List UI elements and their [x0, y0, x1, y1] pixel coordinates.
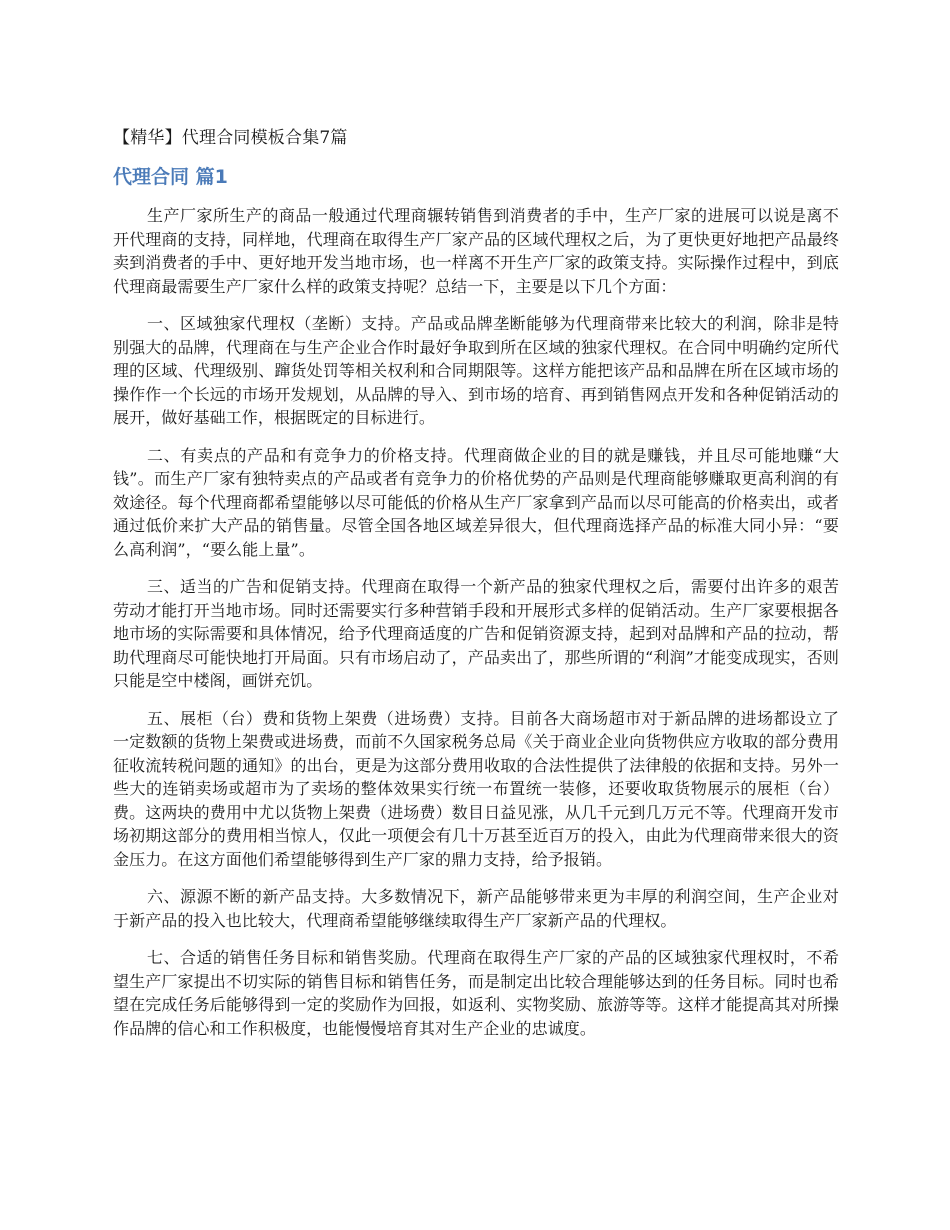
- document-page: [113, 124, 839, 1054]
- paragraph-display-fees: 五、展柜（台）费和货物上架费（进场费）支持。目前各大商场超市对于新品牌的进场都设立了一定数额的货物上架费或进场费，而前不久国家税务总局《关于商业企业向货物供应方收取的部分费用征收流转税问题的通知》的出台，更是为这部分费用收取的合法性提供了法律般的依据和支持。另外一些大的连销卖场或超市为了卖场的整体效果实行统一布置统一装修，还要收取货物展示的展柜（台）费。这两块的费用中尤以货物上架费（进场费）数目日益见涨，从几千元到几万元不等。代理商开发市场初期这部分的费用相当惊人，仅此一项便会有几十万甚至近百万的投入，由此为代理商带来很大的资金压力。在这方面他们希望能够得到生产厂家的鼎力支持，给予报销。: [113, 708, 839, 869]
- paragraph-exclusive-agency: 一、区域独家代理权（垄断）支持。产品或品牌垄断能够为代理商带来比较大的利润，除非是特别强大的品牌，代理商在与生产企业合作时最好争取到所在区域的独家代理权。在合同中明确约定所代理的区域、代理级别、蹿货处罚等相关权利和合同期限等。这样方能把该产品和品牌在所在区域市场的操作作一个长远的市场开发规划，从品牌的导入、到市场的培育、再到销售网点开发和各种促销活动的展开，做好基础工作，根据既定的目标进行。: [113, 314, 839, 427]
- paragraph-sales-targets: 七、合适的销售任务目标和销售奖励。代理商在取得生产厂家的产品的区域独家代理权时，不希望生产厂家提出不切实际的销售目标和销售任务，而是制定出比较合理能够达到的任务目标。同时也希望在完成任务后能够得到一定的奖励作为回报，如返利、实物奖励、旅游等等。这样才能提高其对所操作品牌的信心和工作积极度，也能慢慢培育其对生产企业的忠诚度。: [113, 948, 839, 1038]
- paragraph-product-price: 二、有卖点的产品和有竞争力的价格支持。代理商做企业的目的就是赚钱，并且尽可能地赚“大钱”。而生产厂家有独特卖点的产品或者有竞争力的价格优势的产品则是代理商能够赚取更高利润的有效途径。每个代理商都希望能够以尽可能低的价格从生产厂家拿到产品而以尽可能高的价格卖出，或者通过低价来扩大产品的销售量。尽管全国各地区域差异很大，但代理商选择产品的标准大同小异：“要么高利润”，“要么能上量”。: [113, 445, 839, 559]
- document-title: 【精华】代理合同模板合集7篇: [113, 128, 348, 148]
- paragraph-advertising: 三、适当的广告和促销支持。代理商在取得一个新产品的独家代理权之后，需要付出许多的艰苦劳动才能打开当地市场。同时还需要实行多种营销手段和开展形式多样的促销活动。生产厂家要根据各地市场的实际需要和具体情况，给予代理商适度的广告和促销资源支持，起到对品牌和产品的拉动，帮助代理商尽可能快地打开局面。只有市场启动了，产品卖出了，那些所谓的“利润”才能变成现实，否则只能是空中楼阁，画饼充饥。: [113, 577, 839, 690]
- section-heading: 代理合同 篇1: [113, 166, 228, 188]
- paragraph-new-products: 六、源源不断的新产品支持。大多数情况下，新产品能够带来更为丰厚的利润空间，生产企业对于新产品的投入也比较大，代理商希望能够继续取得生产厂家新产品的代理权。: [113, 887, 839, 930]
- paragraph-intro: 生产厂家所生产的商品一般通过代理商辗转销售到消费者的手中，生产厂家的进展可以说是离不开代理商的支持，同样地，代理商在取得生产厂家产品的区域代理权之后，为了更快更好地把产品最终卖到消费者的手中、更好地开发当地市场，也一样离不开生产厂家的政策支持。实际操作过程中，到底代理商最需要生产厂家什么样的政策支持呢？总结一下，主要是以下几个方面：: [113, 206, 839, 296]
